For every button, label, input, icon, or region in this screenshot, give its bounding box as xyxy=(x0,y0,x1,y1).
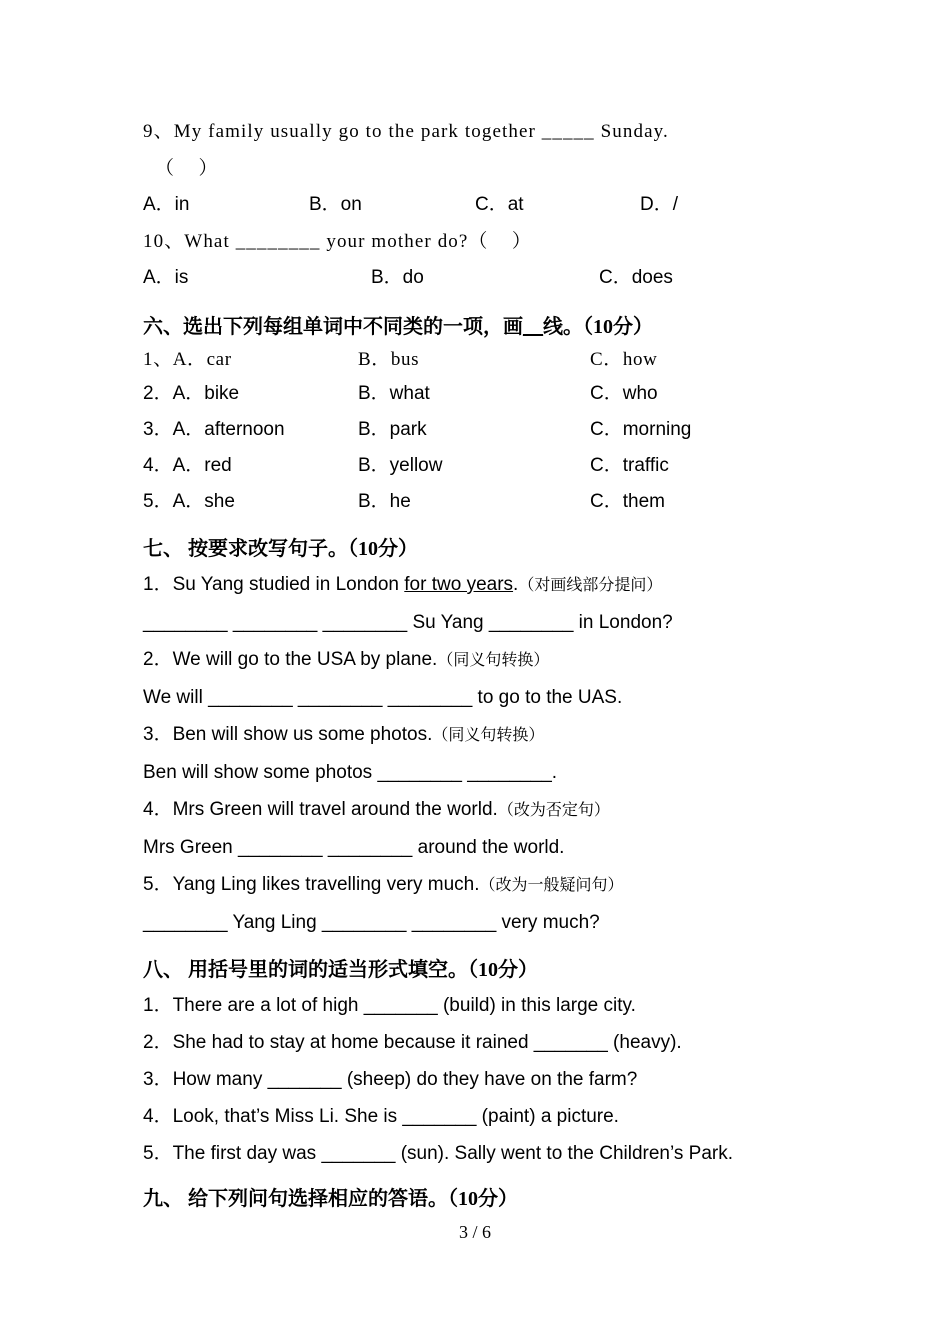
section-6-row-2-option-b[interactable]: B．what xyxy=(358,383,430,404)
section-7-item-3-prompt xyxy=(143,716,803,754)
section-6-row-3 xyxy=(143,412,803,448)
section-6-row-1-option-a[interactable]: A．car xyxy=(172,349,232,370)
section-7-item-3-answer-line[interactable]: Ben will show some photos ________ ________. xyxy=(143,762,558,783)
section-8-heading: 八、 用括号里的词的适当形式填空。（10分） xyxy=(143,959,538,981)
section-7-heading: 七、 按要求改写句子。（10分） xyxy=(143,538,418,560)
section-7-item-2-answer-line[interactable]: We will ________ ________ ________ to go to the UAS. xyxy=(143,687,623,708)
section-6-heading-underline: __ xyxy=(523,316,543,338)
section-6-row-1-num-and-a xyxy=(143,344,232,376)
question-10-options xyxy=(143,260,803,296)
section-8-item-3[interactable]: 3．How many _______ (sheep) do they have on the farm? xyxy=(143,1069,638,1090)
section-6-row-1-number: 1、 xyxy=(143,349,173,370)
section-6-heading xyxy=(143,310,803,344)
section-6-row-4-option-c[interactable]: C．traffic xyxy=(590,455,669,476)
question-10-option-a[interactable]: A．is xyxy=(143,267,189,288)
section-6-row-5 xyxy=(143,484,803,520)
section-6-row-2-num-and-a xyxy=(143,376,239,412)
section-6-row-4-option-a[interactable]: A．red xyxy=(172,455,232,476)
page-content xyxy=(143,113,803,1216)
question-9-option-d[interactable]: D．/ xyxy=(640,194,679,215)
section-7-item-5-answer-line[interactable]: ________ Yang Ling ________ ________ very much? xyxy=(143,912,600,933)
section-8-item-4[interactable]: 4．Look, that’s Miss Li. She is _______ (paint) a picture. xyxy=(143,1106,619,1127)
section-7-item-1-hint: （对画线部分提问） xyxy=(518,577,663,594)
section-6-row-3-number: 3． xyxy=(143,419,173,440)
section-6-row-2-option-a[interactable]: A．bike xyxy=(172,383,240,404)
section-7-item-1-prompt xyxy=(143,566,803,604)
section-6-row-3-option-c[interactable]: C．morning xyxy=(590,419,692,440)
section-9-heading: 九、 给下列问句选择相应的答语。（10分） xyxy=(143,1188,518,1210)
question-10-option-b[interactable]: B．do xyxy=(371,267,424,288)
section-7-item-1-underlined-part: for two years xyxy=(404,574,514,595)
question-9-options xyxy=(143,187,803,223)
section-7-item-5-prompt-pre: 5．Yang Ling likes travelling very much. xyxy=(143,874,480,895)
section-7-item-2-prompt-pre: 2．We will go to the USA by plane. xyxy=(143,649,438,670)
question-9-option-a[interactable]: A．in xyxy=(143,194,190,215)
section-7-item-4-prompt xyxy=(143,791,803,829)
section-7-item-4-answer-line[interactable]: Mrs Green ________ ________ around the world. xyxy=(143,837,565,858)
section-6-heading-prefix: 六、选出下列每组单词中不同类的一项，画 xyxy=(143,316,523,338)
question-10-text: 10、What ________ your mother do?（ ） xyxy=(143,231,533,252)
section-6-row-2-option-c[interactable]: C．who xyxy=(590,383,658,404)
section-6-row-3-option-a[interactable]: A．afternoon xyxy=(172,419,285,440)
section-7-item-2-prompt xyxy=(143,641,803,679)
section-6-row-1 xyxy=(143,344,803,376)
page-number-footer: 3 / 6 xyxy=(458,1222,491,1242)
section-6-row-4-number: 4． xyxy=(143,455,173,476)
section-6-row-3-option-b[interactable]: B．park xyxy=(358,419,427,440)
section-6-row-5-option-b[interactable]: B．he xyxy=(358,491,411,512)
section-6-row-2-number: 2． xyxy=(143,383,173,404)
section-6-row-2 xyxy=(143,376,803,412)
question-9-answer-paren: （ ） xyxy=(155,158,219,179)
section-7-item-1-answer-line[interactable]: ________ ________ ________ Su Yang ________ in London? xyxy=(143,612,673,633)
section-6-row-4-option-b[interactable]: B．yellow xyxy=(358,455,443,476)
section-6-row-1-option-c[interactable]: C．how xyxy=(590,349,658,370)
section-6-row-3-num-and-a xyxy=(143,412,285,448)
section-7-item-4-prompt-pre: 4．Mrs Green will travel around the world. xyxy=(143,799,498,820)
section-6-row-1-option-b[interactable]: B．bus xyxy=(358,349,420,370)
section-7-item-1-prompt-pre: 1．Su Yang studied in London xyxy=(143,574,405,595)
section-7-item-1-prompt-post: . xyxy=(513,574,519,595)
section-6-row-4-num-and-a xyxy=(143,448,232,484)
section-6-row-4 xyxy=(143,448,803,484)
section-7-item-3-prompt-pre: 3．Ben will show us some photos. xyxy=(143,724,433,745)
section-7-item-5-hint: （改为一般疑问句） xyxy=(479,877,624,894)
section-6-row-5-num-and-a xyxy=(143,484,235,520)
question-9-text: 9、My family usually go to the park together _____ Sunday. xyxy=(143,121,669,142)
section-8-item-5[interactable]: 5．The first day was _______ (sun). Sally went to the Children’s Park. xyxy=(143,1143,733,1164)
section-6-heading-suffix: 线。（10分） xyxy=(543,316,653,338)
question-9-option-c[interactable]: C．at xyxy=(475,194,524,215)
question-10-option-c[interactable]: C．does xyxy=(599,267,673,288)
section-6-row-5-option-a[interactable]: A．she xyxy=(172,491,235,512)
section-7-item-2-hint: （同义句转换） xyxy=(437,652,550,669)
section-7-item-5-prompt xyxy=(143,866,803,904)
section-8-item-1[interactable]: 1．There are a lot of high _______ (build) in this large city. xyxy=(143,995,636,1016)
question-9-option-b[interactable]: B．on xyxy=(309,194,362,215)
section-6-row-5-option-c[interactable]: C．them xyxy=(590,491,665,512)
section-7-item-4-hint: （改为否定句） xyxy=(497,802,610,819)
section-7-item-3-hint: （同义句转换） xyxy=(432,727,545,744)
section-6-row-5-number: 5． xyxy=(143,491,173,512)
section-8-item-2[interactable]: 2．She had to stay at home because it rained _______ (heavy). xyxy=(143,1032,682,1053)
